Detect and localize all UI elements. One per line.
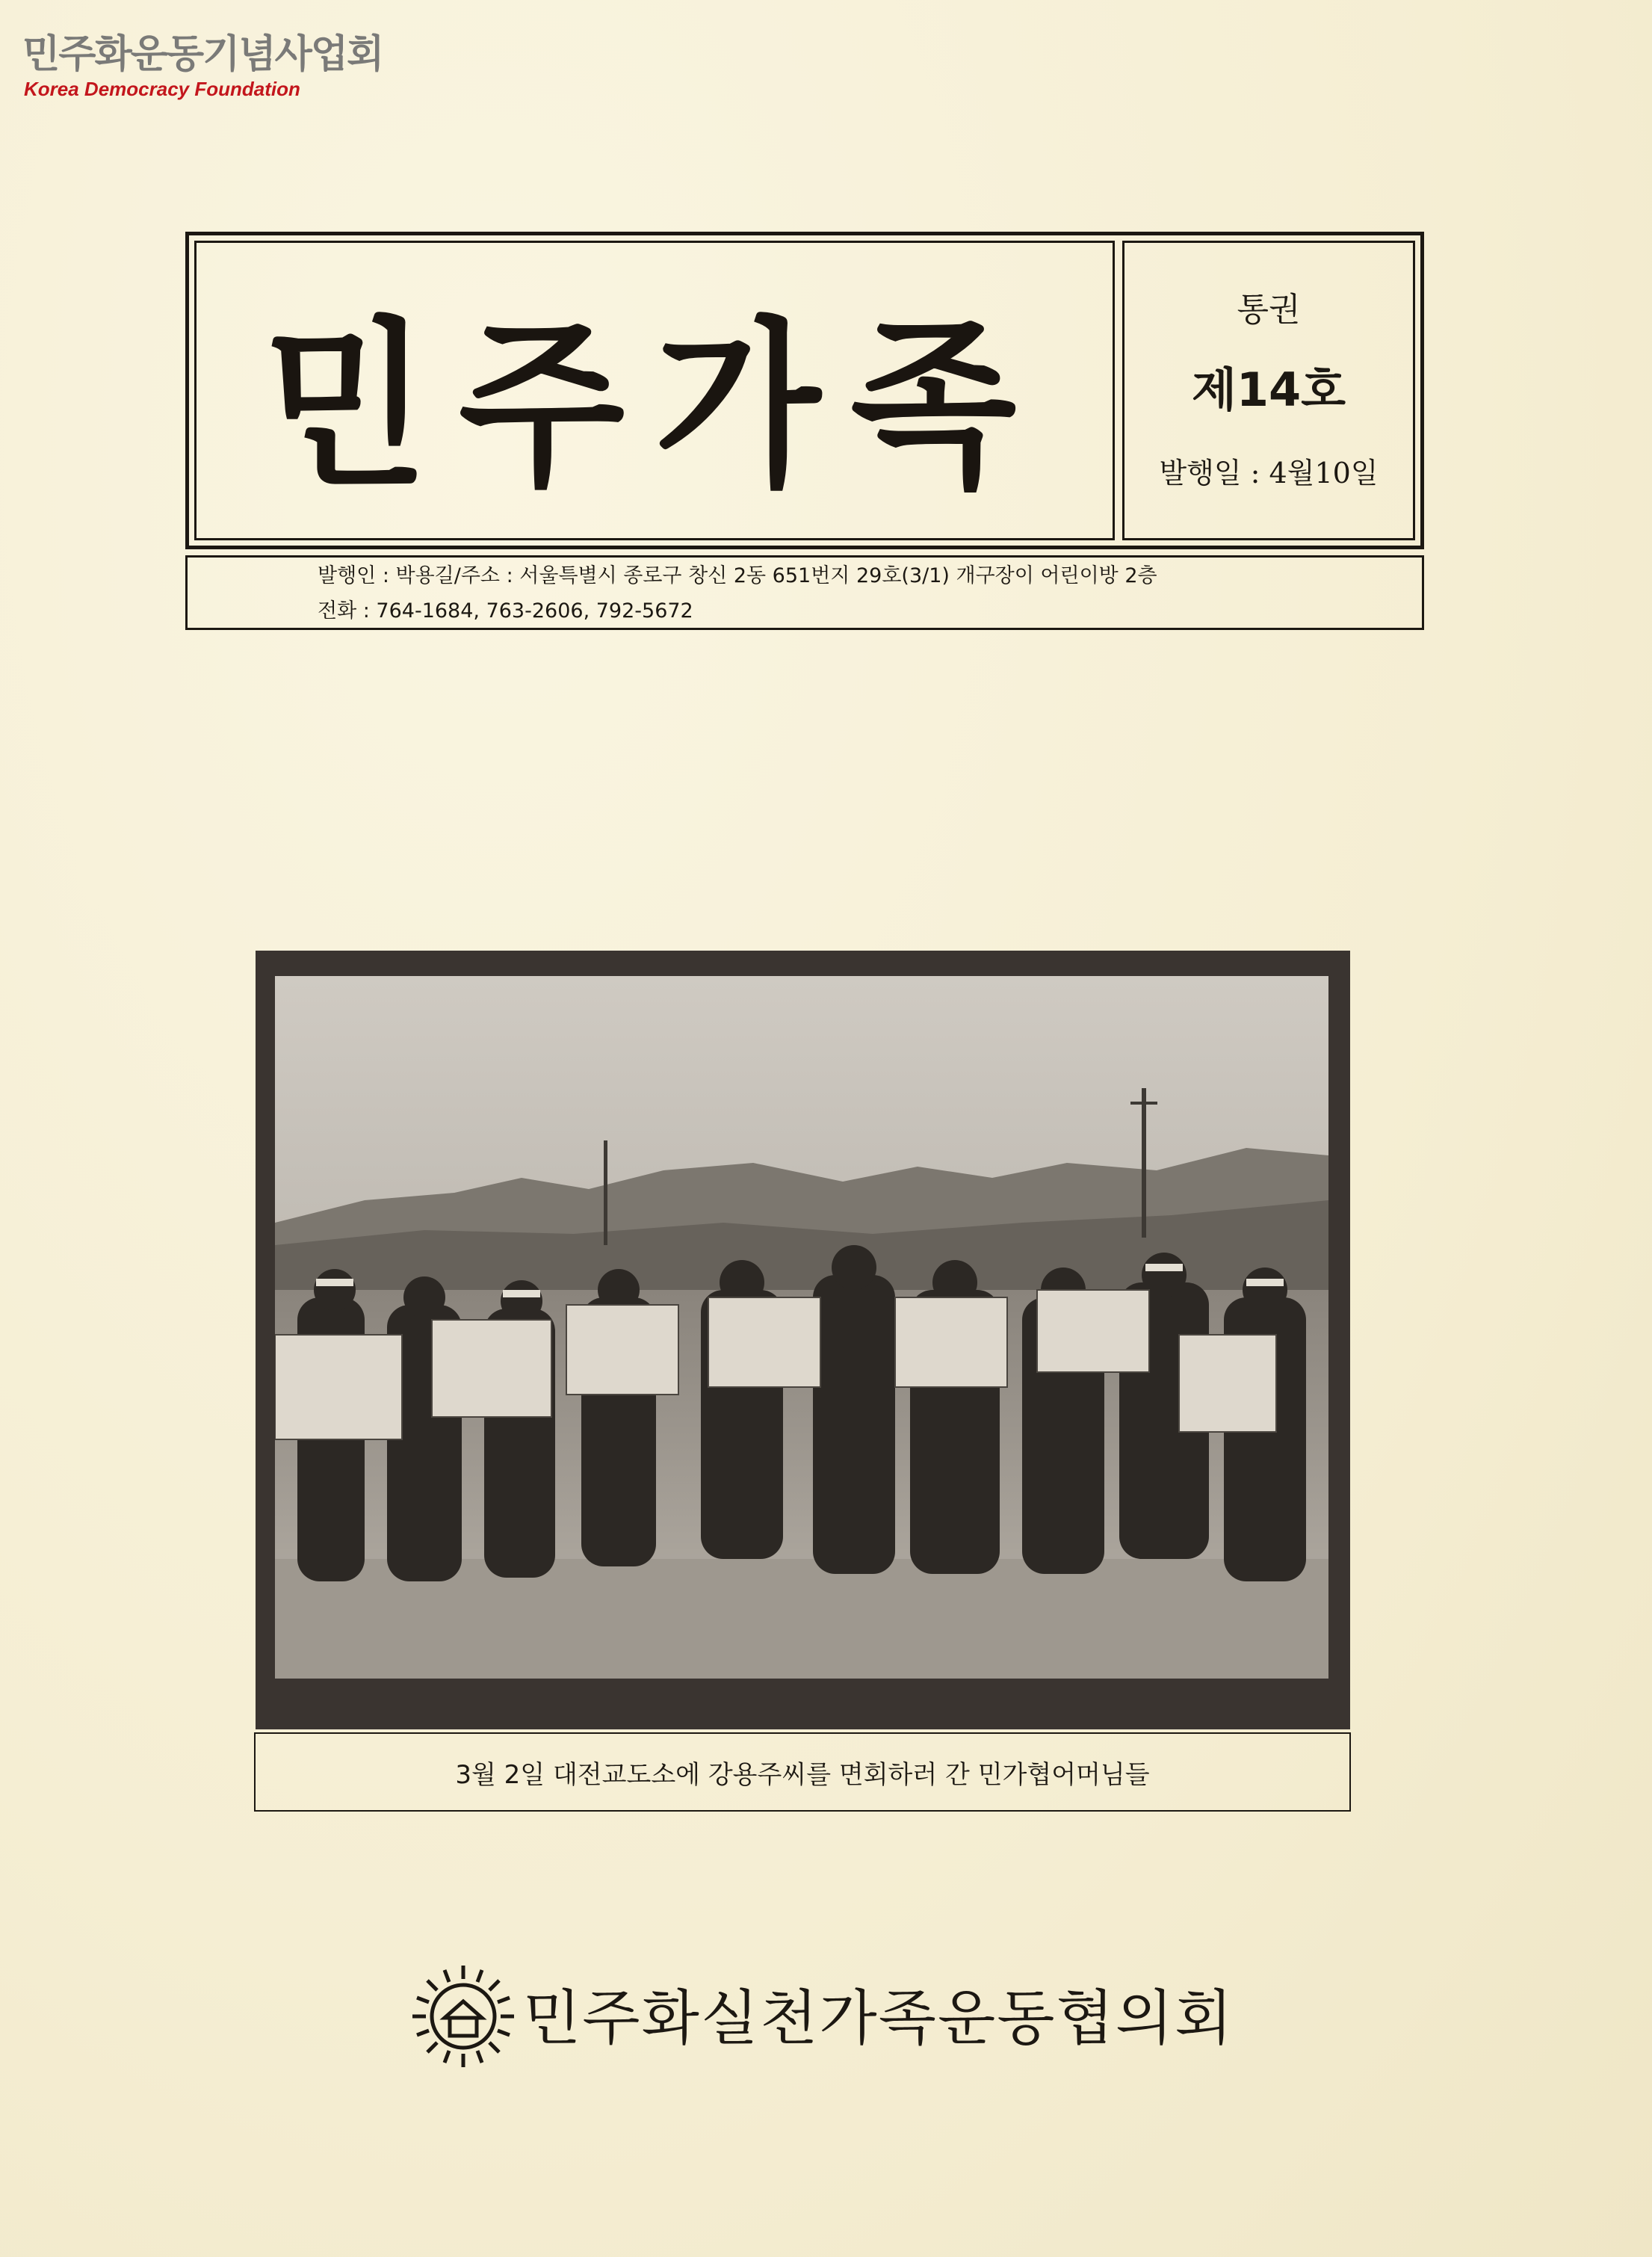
issue-series-label: 통권 [1237, 291, 1301, 329]
watermark-korean: 민주화운동기념사업회 [22, 31, 383, 77]
sun-logo-icon [411, 1964, 516, 2069]
organization-name: 민주화실천가족운동협의회 [523, 1983, 1234, 2053]
issue-date: 발행일 : 4월10일 [1159, 457, 1379, 490]
issue-number: 제14호 [1191, 362, 1346, 417]
publisher-address: 발행인 : 박용길/주소 : 서울특별시 종로구 창신 2동 651번지 29호(3/1) 개구장이 어린이방 2층 [318, 564, 1157, 587]
newsletter-title: 민주가족 [262, 300, 1047, 512]
watermark-english: Korea Democracy Foundation [24, 78, 300, 100]
protest-photo [275, 976, 1328, 1679]
photo-caption: 3월 2일 대전교도소에 강용주씨를 면회하러 간 민가협어머님들 [455, 1759, 1150, 1790]
publisher-phone: 전화 : 764-1684, 763-2606, 792-5672 [318, 599, 693, 623]
